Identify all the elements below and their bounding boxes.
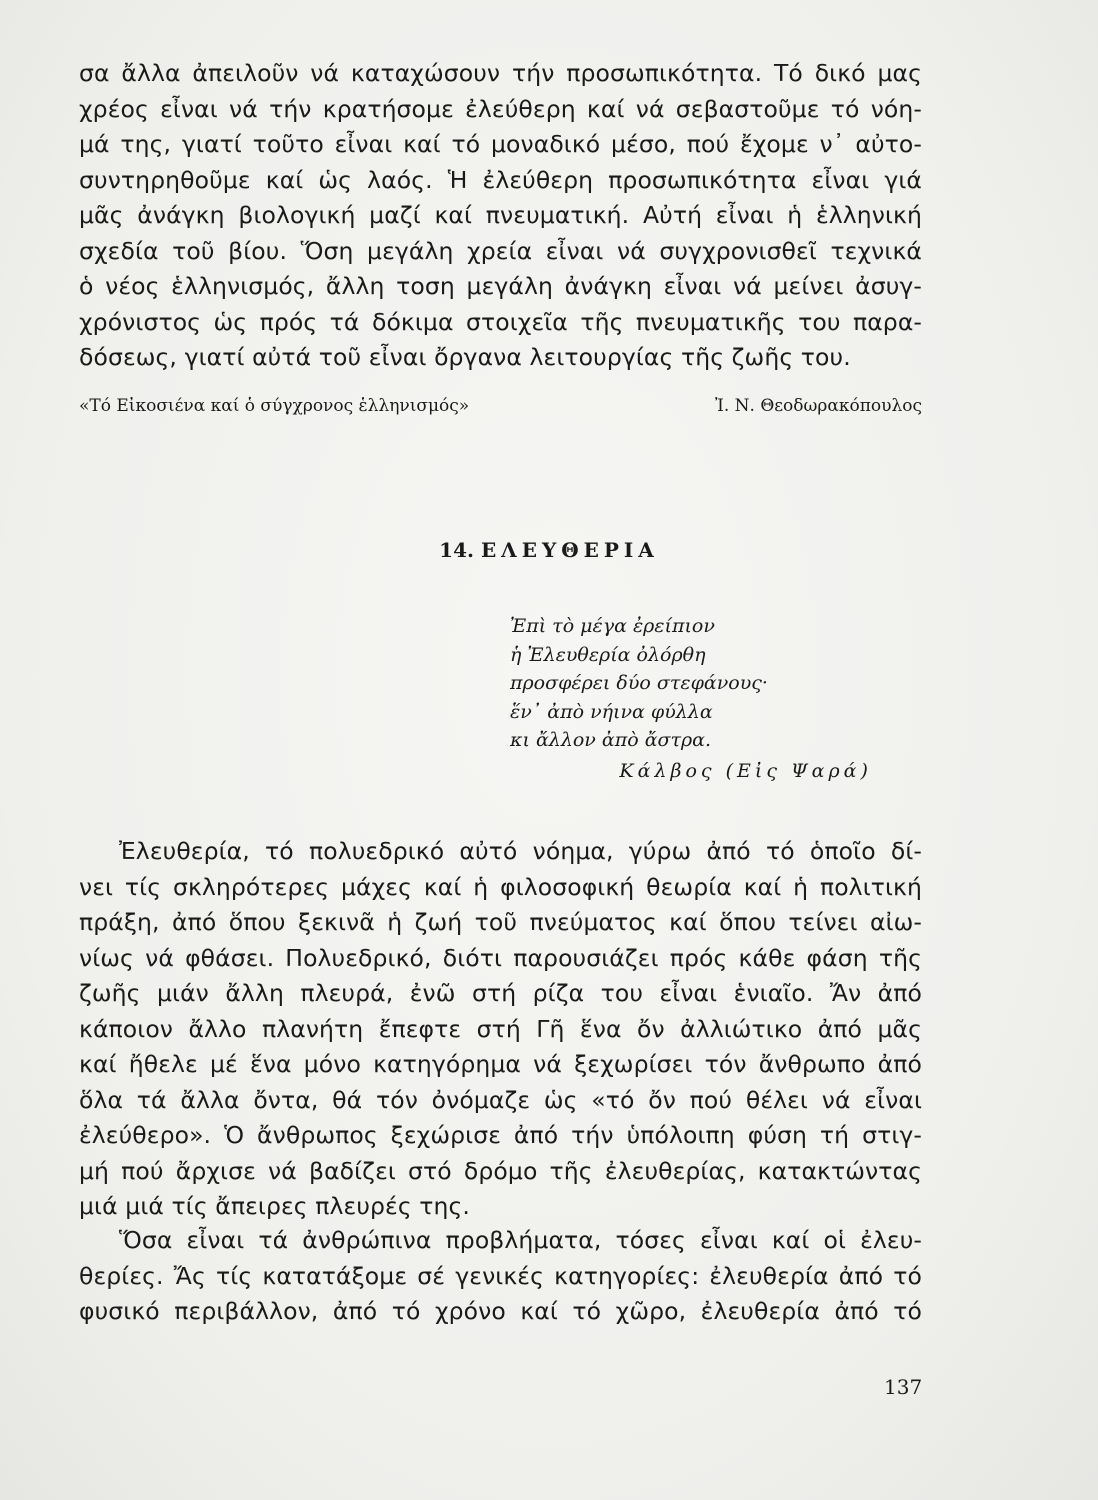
text-line: χρέος εἶναι νά τήν κρατήσομε ἐλεύθερη καί νά σεβαστοῦμε τό νόη- bbox=[79, 94, 922, 123]
text-line: νει τίς σκληρότερες μάχες καί ἡ φιλοσοφική θεωρία καί ἡ πολιτική bbox=[79, 872, 922, 901]
epigraph-line: προσφέρει δύο στεφάνους· bbox=[510, 672, 768, 694]
epigraph-attribution: Κάλβος (Εἰς Ψαρά) bbox=[619, 759, 872, 782]
intro-paragraph bbox=[79, 56, 922, 376]
epigraph bbox=[510, 612, 872, 785]
source-title: «Τό Εἰκοσιένα καί ὁ σύγχρονος ἑλληνισμός» bbox=[79, 396, 470, 416]
section-title: ΕΛΕΥΘΕΡΙΑ bbox=[480, 538, 659, 562]
text-line: καί ἤθελε μέ ἕνα μόνο κατηγόρημα νά ξεχωρίσει τόν ἄνθρωπο ἀπό bbox=[79, 1050, 922, 1078]
text-line: ὅλα τά ἄλλα ὄντα, θά τόν ὀνόμαζε ὡς «τό ὄν πού θέλει νά εἶναι bbox=[79, 1085, 922, 1114]
text-line: μιά μιά τίς ἄπειρες πλευρές της. bbox=[79, 1192, 471, 1220]
text-line: Ὅσα εἶναι τά ἀνθρώπινα προβλήματα, τόσες εἶναι καί οἱ ἐλευ- bbox=[119, 1226, 922, 1254]
epigraph-line: κι ἄλλον ἀπὸ ἄστρα. bbox=[510, 729, 712, 751]
body-paragraph-1 bbox=[79, 834, 922, 1225]
section-heading bbox=[0, 538, 1098, 562]
text-line: δόσεως, γιατί αὐτά τοῦ εἶναι ὄργανα λειτουργίας τῆς ζωῆς του. bbox=[79, 343, 851, 371]
section-number: 14. bbox=[439, 538, 474, 562]
epigraph-line: ἕν᾽ ἀπὸ νήινα φύλλα bbox=[510, 700, 713, 723]
text-line: σα ἄλλα ἀπειλοῦν νά καταχώσουν τήν προσωπικότητα. Τό δικό μας bbox=[79, 59, 922, 87]
text-line: συντηρηθοῦμε καί ὡς λαός. Ἡ ἐλεύθερη προσωπικότητα εἶναι γιά bbox=[79, 165, 922, 194]
epigraph-line: Ἐπὶ τὸ μέγα ἐρείπιον bbox=[510, 615, 715, 637]
text-line: ἐλεύθερο». Ὁ ἄνθρωπος ξεχώρισε ἀπό τήν ὑπόλοιπη φύση τή στιγ- bbox=[79, 1121, 922, 1149]
text-line: χρόνιστος ὡς πρός τά δόκιμα στοιχεῖα τῆς πνευματικῆς του παρα- bbox=[79, 307, 922, 336]
page-number: 137 bbox=[884, 1375, 923, 1399]
text-line: μή πού ἄρχισε νά βαδίζει στό δρόμο τῆς ἐλευθερίας, κατακτώντας bbox=[79, 1156, 922, 1185]
text-line: ὁ νέος ἑλληνισμός, ἄλλη τοση μεγάλη ἀνάγκη εἶναι νά μείνει ἀσυγ- bbox=[79, 272, 922, 300]
text-line: κάποιον ἄλλο πλανήτη ἔπεφτε στή Γῆ ἕνα ὄν ἀλλιώτικο ἀπό μᾶς bbox=[79, 1014, 922, 1043]
text-line: σχεδία τοῦ βίου. Ὅση μεγάλη χρεία εἶναι νά συγχρονισθεῖ τεχνικά bbox=[79, 236, 922, 265]
text-line: ζωῆς μιάν ἄλλη πλευρά, ἐνῶ στή ρίζα του εἶναι ἑνιαῖο. Ἄν ἀπό bbox=[79, 979, 922, 1007]
text-line: Ἐλευθερία, τό πολυεδρικό αὐτό νόημα, γύρω ἀπό τό ὁποῖο δί- bbox=[119, 837, 922, 865]
text-line: μά της, γιατί τοῦτο εἶναι καί τό μοναδικό μέσο, πού ἔχομε ν᾽ αὐτο- bbox=[79, 130, 922, 158]
epigraph-line: ἡ Ἐλευθερία ὀλόρθη bbox=[510, 643, 706, 666]
text-line: φυσικό περιβάλλον, ἀπό τό χρόνο καί τό χῶρο, ἐλευθερία ἀπό τό bbox=[79, 1297, 922, 1325]
source-citation bbox=[79, 396, 922, 416]
source-author: Ἰ. Ν. Θεοδωρακόπουλος bbox=[714, 396, 922, 416]
text-line: μᾶς ἀνάγκη βιολογική μαζί καί πνευματική. Αὐτή εἶναι ἡ ἑλληνική bbox=[79, 201, 922, 229]
text-line: θερίες. Ἄς τίς κατατάξομε σέ γενικές κατηγορίες: ἐλευθερία ἀπό τό bbox=[79, 1261, 922, 1290]
text-line: πράξη, ἀπό ὅπου ξεκινᾶ ἡ ζωή τοῦ πνεύματος καί ὅπου τείνει αἰω- bbox=[79, 908, 922, 936]
text-line: νίως νά φθάσει. Πολυεδρικό, διότι παρουσιάζει πρός κάθε φάση τῆς bbox=[79, 943, 922, 972]
body-paragraph-2 bbox=[79, 1223, 922, 1330]
